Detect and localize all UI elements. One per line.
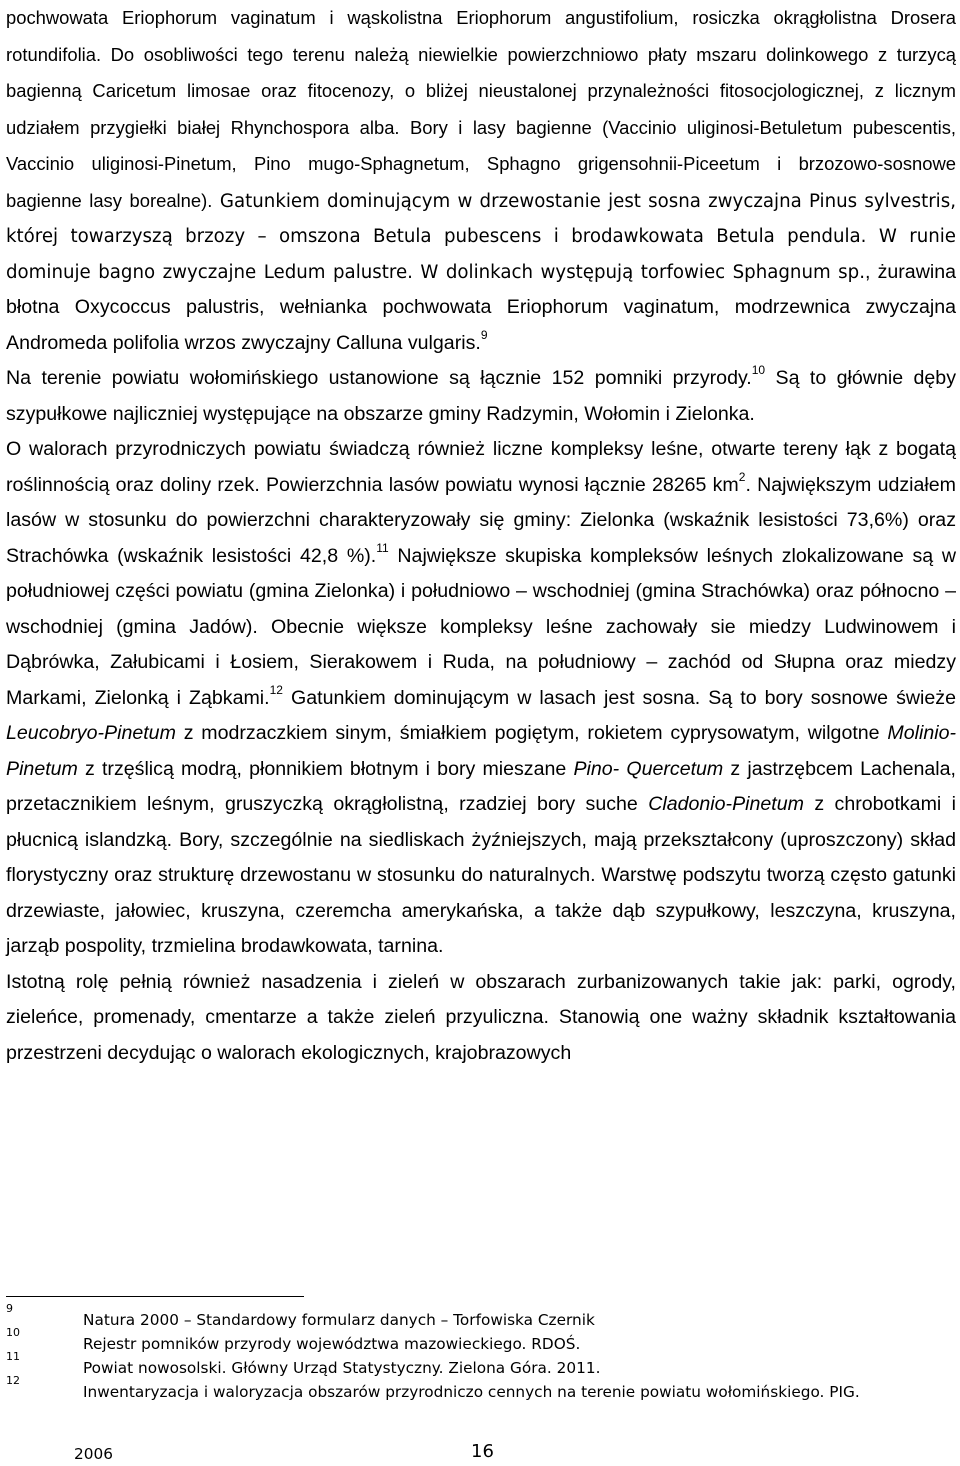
footnote-text: Natura 2000 – Standardowy formularz danych – Torfowiska Czernik <box>83 1311 595 1329</box>
footnote-number: 9 <box>6 1302 13 1315</box>
footnote <box>6 1326 956 1356</box>
footnote <box>6 1374 956 1404</box>
footnote <box>6 1350 956 1380</box>
text-run: O walorach przyrodniczych powiatu świadczą również liczne kompleksy leśne, otwarte tereny łąk z bogatą roślinnością oraz doliny rzek. Powierzchnia lasów powiatu wynosi łącznie 28265 km <box>6 438 956 496</box>
text-run: pochwowata Eriophorum vaginatum i wąskolistna Eriophorum angustifolium, rosiczka okrągłolistna Drosera rotundifolia. Do osobliwości tego terenu należą niewielkie powierzchniowo płaty mszaru dolinkowego z turzycą bagienną Caricetum limosae oraz fitocenozy, o bliżej nieustalonej przynależności fitosocjologicznej, z licznym udziałem przygiełki białej Rhynchospora alba. Bory i lasy bagienne (Vaccinio uliginosi-Betuletum pubescentis, Vaccinio uliginosi-Pinetum, Pino mugo-Sphagnetum, Sphagno grigensohnii-Piceetum i brzozowo-sosnowe bagienne lasy borealne). <box>6 7 956 211</box>
footnote-ref: 12 <box>269 682 283 697</box>
text-run: Istotną rolę pełnią również nasadzenia i zieleń w obszarach zurbanizowanych takie jak: parki, ogrody, zieleńce, promenady, cmentarze a także zieleń przyuliczna. Stanowią one ważny składnik kształtowania przestrzeni decydując o walorach ekologicznych, krajobrazowych <box>6 970 956 1064</box>
footnote-ref: 2 <box>738 469 746 484</box>
latin-name: Molinio-Pinetum <box>6 722 956 780</box>
footnotes <box>6 1302 956 1404</box>
paragraph-habitats <box>6 0 956 361</box>
text-run: z jastrzębcem Lachenala, przetacznikiem leśnym, gruszyczką okrągłolistną, rzadziej bory suche <box>6 757 956 815</box>
footnote-number: 10 <box>6 1326 20 1339</box>
text-run: Gatunkiem dominującym w drzewostanie jest sosna zwyczajna Pinus sylvestris, której towarzyszą brzozy – omszona Betula pubescens i brodawkowata Betula pendula. W runie dominuje bagno zwyczajne Ledum palustre. W dolinkach występują torfowiec Sphagnum sp. <box>6 190 956 283</box>
text-run: , żurawina błotna Oxycoccus palustris, wełnianka pochwowata Eriophorum vaginatum, modrzewnica zwyczajna Andromeda polifolia wrzos zwyczajny Calluna vulgaris. <box>6 260 956 354</box>
latin-name: Pino- Quercetum <box>573 757 724 780</box>
text-run: z chrobotkami i płucnicą islandzką. Bory, szczególnie na siedliskach żyźniejszych, mają przekształcony (uproszczony) skład florystyczny oraz strukturę drzewostanu w stosunku do naturalnych. Warstwę podszytu tworzą często gatunki drzewiaste, jałowiec, kruszyna, czeremcha amerykańska, a także dąb szypułkowy, leszczyna, kruszyna, jarząb pospolity, trzmielina brodawkowata, tarnina. <box>6 793 956 957</box>
footnote-text: Powiat nowosolski. Główny Urząd Statystyczny. Zielona Góra. 2011. <box>83 1359 601 1377</box>
paragraph-urban-greenery <box>6 965 956 1072</box>
footnote-number: 12 <box>6 1374 20 1387</box>
page-number: 16 <box>471 1441 494 1462</box>
paragraph-nature-monuments <box>6 361 956 432</box>
text-run: . Największym udziałem lasów w stosunku do powierzchni charakteryzowały się gminy: Zielonka (wskaźnik lesistości 73,6%) oraz Strachówka (wskaźnik lesistości 42,8 %). <box>6 473 956 567</box>
latin-name: Cladonio-Pinetum <box>648 793 804 815</box>
document-body <box>6 0 956 1071</box>
footnote-continuation: 2006 <box>74 1445 113 1463</box>
footnote-text: Rejestr pomników przyrody województwa mazowieckiego. RDOŚ. <box>83 1335 581 1353</box>
footnote-text: Inwentaryzacja i waloryzacja obszarów przyrodniczo cennych na terenie powiatu wołomińskiego. PIG. <box>83 1383 860 1401</box>
text-run: Są to głównie dęby szypułkowe najliczniej występujące na obszarze gminy Radzymin, Wołomin i Zielonka. <box>6 367 956 425</box>
footnote-ref: 9 <box>480 327 488 342</box>
footnote-ref: 10 <box>751 363 766 378</box>
text-run: Największe skupiska kompleksów leśnych zlokalizowane są w południowej części powiatu (gmina Zielonka) i południowo – wschodniej (gmina Strachówka) oraz północno – wschodniej (gmina Jadów). Obecnie większe kompleksy leśne zachowały sie miedzy Ludwinowem i Dąbrówka, Załubicami i Łosiem, Sierakowem i Ruda, na południowy – zachód od Słupna oraz miedzy Markami, Zielonką i Ząbkami. <box>6 544 956 709</box>
text-run: z modrzaczkiem sinym, śmiałkiem pogiętym, rokietem cyprysowatym, wilgotne <box>175 722 888 744</box>
text-run: Gatunkiem dominującym w lasach jest sosna. Są to bory sosnowe świeże <box>282 686 956 709</box>
footnote-ref: 11 <box>376 540 389 555</box>
latin-name: Leucobryo-Pinetum <box>6 722 176 744</box>
footnote <box>6 1302 956 1332</box>
text-run: Na terenie powiatu wołomińskiego ustanowione są łącznie 152 pomniki przyrody. <box>6 367 752 389</box>
text-run: z trzęślicą modrą, płonnikiem błotnym i bory mieszane <box>77 757 574 780</box>
paragraph-forests <box>6 432 956 965</box>
footnote-divider <box>6 1296 304 1297</box>
footnote-number: 11 <box>6 1350 20 1363</box>
